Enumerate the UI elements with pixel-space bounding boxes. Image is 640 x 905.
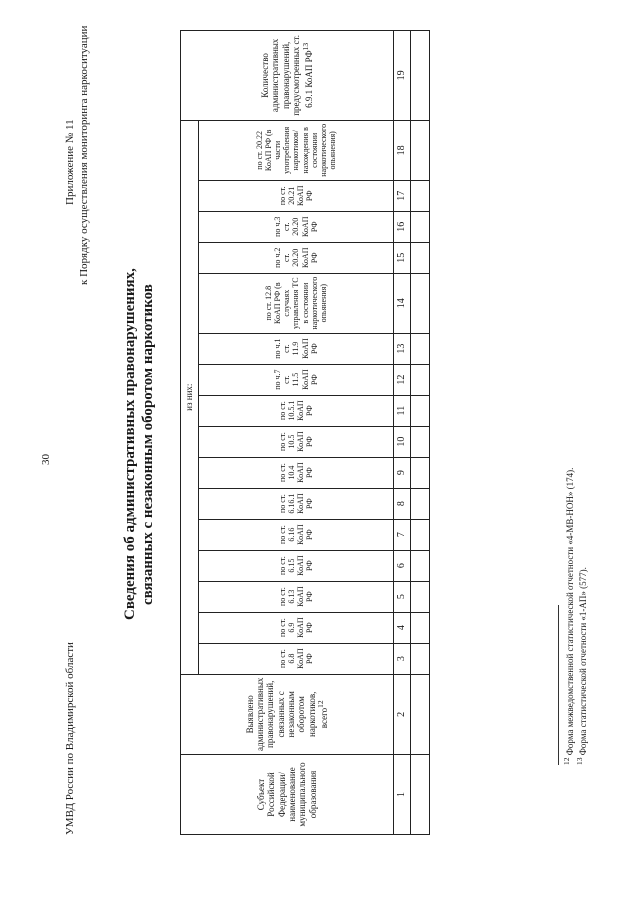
column-number-18: 18 — [394, 120, 411, 180]
column-number-6: 6 — [394, 550, 411, 581]
sub-header-18: по ст. 20.22 КоАП РФ (в части употребления наркотиков/нахождения в состоянии наркотического опьянения) — [199, 120, 394, 180]
data-cell-18 — [411, 120, 430, 180]
data-cell-19 — [411, 30, 430, 120]
sub-header-7: по ст. 6.16 КоАП РФ — [199, 519, 394, 550]
data-cell-1 — [411, 755, 430, 835]
organization-name: УМВД России по Владимирской области — [64, 642, 76, 835]
data-cell-3 — [411, 643, 430, 674]
page-number: 30 — [40, 454, 52, 465]
sub-header-6: по ст. 6.15 КоАП РФ — [199, 550, 394, 581]
data-cell-5 — [411, 581, 430, 612]
column-number-5: 5 — [394, 581, 411, 612]
footnote-ref-13: 13 — [300, 42, 310, 51]
column-number-row — [394, 30, 411, 834]
sub-header-9: по ст. 10.4 КоАП РФ — [199, 457, 394, 488]
data-cell-2 — [411, 674, 430, 754]
data-cell-8 — [411, 488, 430, 519]
column-number-9: 9 — [394, 457, 411, 488]
sub-header-4: по ст. 6.9 КоАП РФ — [199, 612, 394, 643]
column-number-14: 14 — [394, 273, 411, 333]
data-cell-10 — [411, 426, 430, 457]
document-title-line-1: Сведения об административных правонарушениях, — [122, 268, 138, 620]
sub-header-5: по ст. 6.13 КоАП РФ — [199, 581, 394, 612]
data-cell-6 — [411, 550, 430, 581]
sub-header-13: по ч.1 ст. 11.9 КоАП РФ — [199, 333, 394, 364]
data-row — [411, 30, 430, 834]
column-number-17: 17 — [394, 180, 411, 211]
column-number-15: 15 — [394, 242, 411, 273]
column-number-10: 10 — [394, 426, 411, 457]
column-number-2: 2 — [394, 674, 411, 754]
column-number-4: 4 — [394, 612, 411, 643]
sub-header-3: по ст. 6.8 КоАП РФ — [199, 643, 394, 674]
column-number-3: 3 — [394, 643, 411, 674]
report-table — [180, 30, 430, 835]
sub-header-11: по ст. 10.5.1 КоАП РФ — [199, 395, 394, 426]
column-number-8: 8 — [394, 488, 411, 519]
footnote-ref-12: 12 — [316, 700, 326, 708]
data-cell-12 — [411, 364, 430, 395]
column-number-11: 11 — [394, 395, 411, 426]
header-article-6-9-1: Количество административных правонарушений, предусмотренных ст. 6.9.1 КоАП РФ$^{13}$ — [181, 30, 394, 120]
header-total: Выявлено административных правонарушений, связанных с незаконным оборотом наркотиков, всего$^{12}$ — [181, 674, 394, 754]
data-cell-11 — [411, 395, 430, 426]
header-subject: Субъект Российской Федерации/ наименование муниципального образования — [181, 755, 394, 835]
footnote-12: $^{12}$ Форма межведомственной статистической отчетности «4-МВ-НОН» (174). — [562, 467, 575, 765]
data-cell-17 — [411, 180, 430, 211]
data-cell-14 — [411, 273, 430, 333]
sub-header-17: по ст. 20.21 КоАП РФ — [199, 180, 394, 211]
header-group-of-them: из них: — [181, 120, 199, 674]
footnote-divider — [558, 605, 559, 765]
column-number-7: 7 — [394, 519, 411, 550]
document-title-line-2: связанных с незаконным оборотом наркотиков — [140, 284, 156, 605]
column-number-19: 19 — [394, 30, 411, 120]
sub-header-14: по ст. 12.8 КоАП РФ (в случаях управления ТС в состоянии наркотического опьянения) — [199, 273, 394, 333]
sub-header-15: по ч.2 ст. 20.20 КоАП РФ — [199, 242, 394, 273]
footnote-13: $^{13}$ Форма статистической отчетности «1-АП» (577). — [575, 567, 588, 765]
sub-header-12: по ч.7 ст. 11.5 КоАП РФ — [199, 364, 394, 395]
data-cell-15 — [411, 242, 430, 273]
sub-header-16: по ч.3 ст. 20.20 КоАП РФ — [199, 211, 394, 242]
data-cell-16 — [411, 211, 430, 242]
appendix-title: Приложение № 11 — [64, 119, 76, 205]
data-cell-9 — [411, 457, 430, 488]
data-cell-13 — [411, 333, 430, 364]
appendix-subtitle: к Порядку осуществления мониторинга наркоситуации — [78, 25, 90, 285]
column-number-13: 13 — [394, 333, 411, 364]
sub-header-10: по ст. 10.5 КоАП РФ — [199, 426, 394, 457]
data-cell-7 — [411, 519, 430, 550]
column-number-1: 1 — [394, 755, 411, 835]
column-number-12: 12 — [394, 364, 411, 395]
sub-header-8: по ст. 6.16.1 КоАП РФ — [199, 488, 394, 519]
data-cell-4 — [411, 612, 430, 643]
column-number-16: 16 — [394, 211, 411, 242]
